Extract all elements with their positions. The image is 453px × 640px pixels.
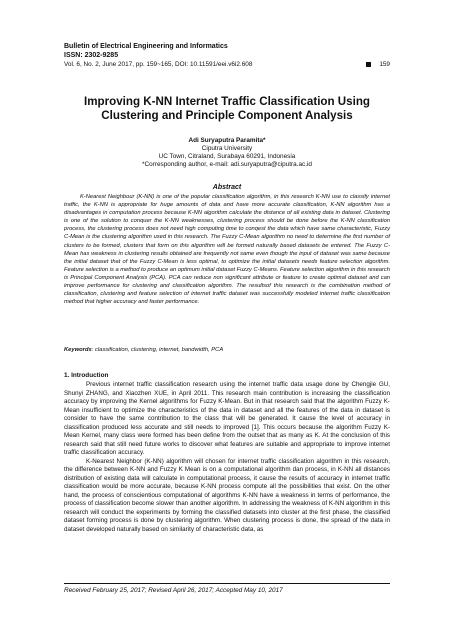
- author-address: UC Town, Citraland, Surabaya 60291, Indonesia: [158, 153, 296, 160]
- volume-info: Vol. 6, No. 2, June 2017, pp. 159~165, DOI: 10.11591/eei.v6i2.608: [64, 61, 253, 68]
- page-number: 159: [379, 61, 390, 68]
- page-marker: [366, 60, 390, 69]
- journal-header: [64, 42, 390, 69]
- received-dates: Received February 25, 2017; Revised April 26, 2017; Accepted May 10, 2017: [64, 587, 283, 594]
- intro-paragraph-1: Previous internet traffic classification research using the internet traffic data usage done by Chengjie GU, Shunyi ZHANG, and Xiaozhen XUE, in April 2011. This research main contribution is increasing the classification accuracy by improving the Kernel algorithms for Fuzzy K-Mean. But in that research said that the algorithm Fuzzy K-Mean insufficient to optimize the characteristics of the data in dataset and all the features of the data in dataset is consider to have the same contribution to the class that will be generated. It cause the level of accuracy in classification produced less accurate and still needs to improved [1]. This occurs because the algorithm Fuzzy K-Mean Kernel, many class were formed has been define from the outset that as many as K. At the conclusion of this research said that still need future works to discover what features are suitable and appropriate to improve internet traffic classification accuracy.: [64, 381, 390, 456]
- intro-body: [64, 381, 390, 534]
- abstract-heading: Abstract: [212, 184, 242, 191]
- square-bullet-icon: [366, 62, 371, 67]
- section-heading: 1. Introduction: [64, 372, 109, 379]
- journal-issn: ISSN: 2302-9285: [64, 52, 119, 59]
- keywords-text: : classification, clustering, internet, bandwidth, PCA: [91, 347, 224, 353]
- footer-rule: [64, 583, 390, 584]
- author-contact: *Corresponding author, e-mail: adi.suryaputra@ciputra.ac.id: [142, 161, 312, 168]
- keywords-line: [64, 347, 390, 353]
- journal-name: Bulletin of Electrical Engineering and Informatics: [64, 43, 228, 50]
- intro-paragraph-2: K-Nearest Neighbor (K-NN) algorithm will chosen for internet traffic classification algorithm in this research, the difference between K-NN and Fuzzy K Mean is on a computational algorithm dan process, in K-NN all distances distribution of existing data will calculate in computational process, it cause the results of accuracy in internet traffic classification would be more accurate, because K-NN process compute all the possibilities that exist. On the other hand, the process of conscientious computational of algorithms K-NN have a weakness in terms of performance, the process of classification become slower than another algorithm. In addressing the weakness of K-NN algorithm in this research will conduct the experiments by forming the classified datasets into cluster at the first phase, the classified dataset forming process is done by clustering algorithm. When clustering process is done, the spread of the data in dataset developed naturally based on similarity of characteristic data, as: [64, 457, 390, 533]
- abstract-text: K-Nearest Neighbour (K-NN) is one of the popular classification algorithm, in this research K-NN use to classify internet traffic, the K-NN is appropriate for huge amounts of data and have more accurate classification, K-NN algorithm has a disadvantages in computation process because K-NN algorithm calculate the distance of all existing data in dataset. Clustering is one of the solution to conquer the K-NN weaknesses, clustering process should be done before the K-NN classification process, the clustering process does not need high computing time to conqest the data which have same characteristic, Fuzzy C-Mean is the clustering algorithm used in this research. The Fuzzy C-Mean algorithm no need to determine the first number of clusters to be formed, clusters that form on this algorithm will be formed naturally based datasets be entered. The Fuzzy C-Mean has weakness in clustering results obtained are frequently not same even though the input of dataset was same because the initial dataset that of the Fuzzy C-Mean is less optimal, to optimize the initial datasets needs feature selection algorithm. Feature selection is a method to produce an optimum initial dataset Fuzzy C-Means. Feature selection algorithm in this research is Principal Component Analysis (PCA). PCA can reduce non significant attribute or feature to create optimal dataset and can improve performance for clustering and classification algorithm. The resultsof this research is the combination method of classification, clustering and feature selection of internet traffic dataset was successfully modeled internet traffic classification method that higher accuracy and faster performance.: [64, 194, 390, 306]
- keywords-label: Keywords: [64, 347, 92, 353]
- author-name: Adi Suryaputra Paramita*: [188, 137, 266, 144]
- volume-row: [64, 60, 390, 69]
- paper-title: Improving K-NN Internet Traffic Classification Using Clustering and Principle Component Analysis: [83, 95, 371, 122]
- author-block: [64, 137, 390, 169]
- author-affiliation: Ciputra University: [201, 145, 253, 152]
